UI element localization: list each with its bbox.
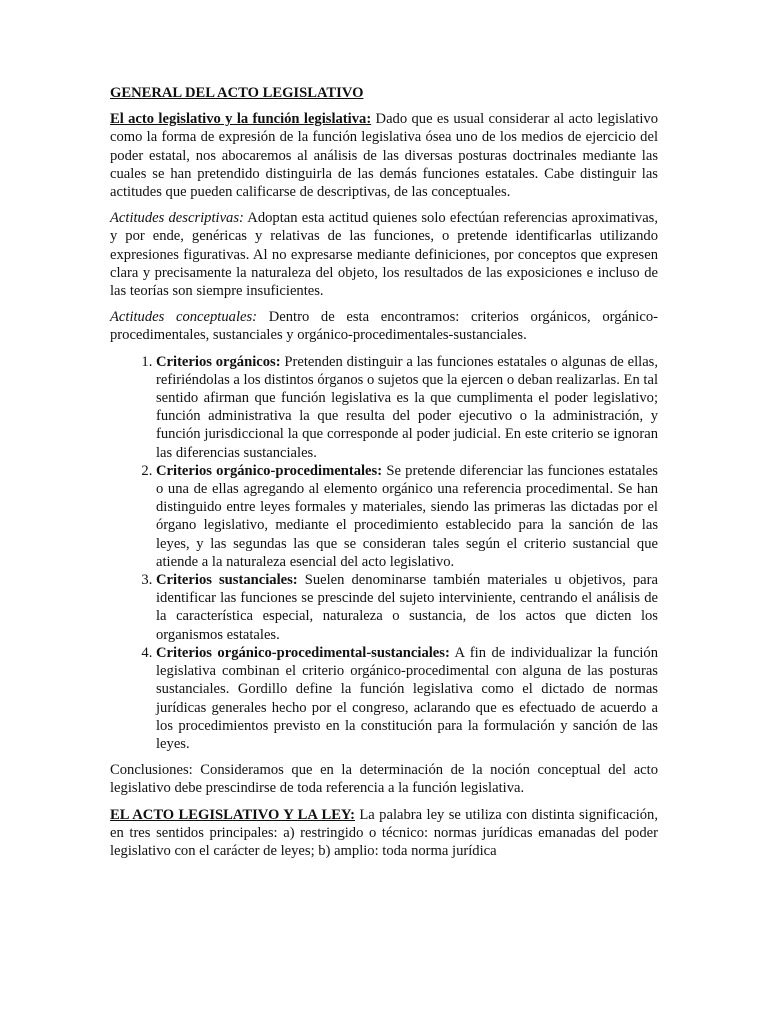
list-item-text: A fin de individualizar la función legislativa combinan el criterio orgánico-procedimental con alguna de las posturas sustanciales. Gordillo define la función legislativa como el dictado de normas jurídicas generales hecho por el congreso, aclarando que es efectuado de acuerdo a los procedimientos previsto en la constitución para la formulación y sanción de las leyes. [156,644,658,752]
document-title: GENERAL DEL ACTO LEGISLATIVO [110,85,364,101]
list-item-heading: Criterios sustanciales: [156,572,298,589]
list-item-heading: Criterios orgánico-procedimental-sustanciales: [156,644,450,661]
list-item-text: Suelen denominarse también materiales u objetivos, para identificar las funciones se prescinde del sujeto interviniente, centrando el análisis de la característica especial, naturaleza o sustancia, de los actos que dicten los organismos estatales. [156,572,658,643]
criteria-list [110,353,658,753]
list-item-text: Pretenden distinguir a las funciones estatales o algunas de ellas, refiriéndolas a los distintos órganos o sujetos que la ejercen o deban realizarlas. En tal sentido afirman que función legislativa es la que cumplimenta el poder legislativo; función administrativa la que resulta del poder ejecutivo o la administración, y función jurisdiccional la que corresponde al poder judicial. En este criterio se ignoran las diferencias sustanciales. [156,353,658,461]
list-item-heading: Criterios orgánicos: [156,353,281,370]
paragraph-acto-legislativo-y-ley [110,806,658,861]
paragraph-actitudes-conceptuales [110,308,658,344]
list-item [156,571,658,644]
document-page [110,84,658,868]
paragraph-text: Dentro de esta encontramos: criterios orgánicos, orgánico-procedimentales, sustanciales y orgánico-procedimentales-sustanciales. [110,309,658,344]
list-item-heading: Criterios orgánico-procedimentales: [156,462,383,479]
paragraph-text: Adoptan esta actitud quienes solo efectúan referencias aproximativas, y por ende, genéricas y relativas de las funciones, o pretende identificarlas utilizando expresiones figurativas. Al no expresarse mediante definiciones, por conceptos que expresen clara y precisamente la naturaleza del objeto, los resultados de las exposiciones e incluso de las teorías son siempre insuficientes. [110,210,659,300]
paragraph-text: Dado que es usual considerar al acto legislativo como la forma de expresión de la función legislativa ósea uno de los medios de ejercicio del poder estatal, nos abocaremos al análisis de las diversas posturas doctrinales mediante las cuales se han pretendido distinguirla de las demás funciones estatales. Cabe distinguir las actitudes que pueden calificarse de descriptivas, de las conceptuales. [110,111,658,201]
list-item [156,644,658,753]
paragraph-conclusiones: Conclusiones: Consideramos que en la determinación de la noción conceptual del acto legislativo debe prescindirse de toda referencia a la función legislativa. [110,762,658,797]
paragraph-lead: EL ACTO LEGISLATIVO Y LA LEY: [110,806,355,823]
paragraph-actitudes-descriptivas [110,209,658,300]
paragraph-acto-legislativo [110,110,658,201]
paragraph-text: La palabra ley se utiliza con distinta significación, en tres sentidos principales: a) restringido o técnico: normas jurídicas emanadas del poder legislativo con el carácter de leyes; b) amplio: toda norma jurídica [110,806,659,859]
list-item-text: Se pretende diferenciar las funciones estatales o una de ellas agregando al elemento orgánico una referencia procedimental. Se han distinguido entre leyes formales y materiales, siendo las primeras las dictadas por el órgano legislativo, mediante el procedimiento establecido para la sanción de las leyes, y las segundas las que se consideran tales según el criterio sustancial que atiende a la naturaleza esencial del acto legislativo. [156,462,658,570]
list-item [156,353,658,462]
paragraph-lead: El acto legislativo y la función legislativa: [110,111,372,128]
list-item [156,462,658,571]
paragraph-lead: Actitudes conceptuales: [110,309,258,326]
paragraph-lead: Actitudes descriptivas: [110,210,244,227]
